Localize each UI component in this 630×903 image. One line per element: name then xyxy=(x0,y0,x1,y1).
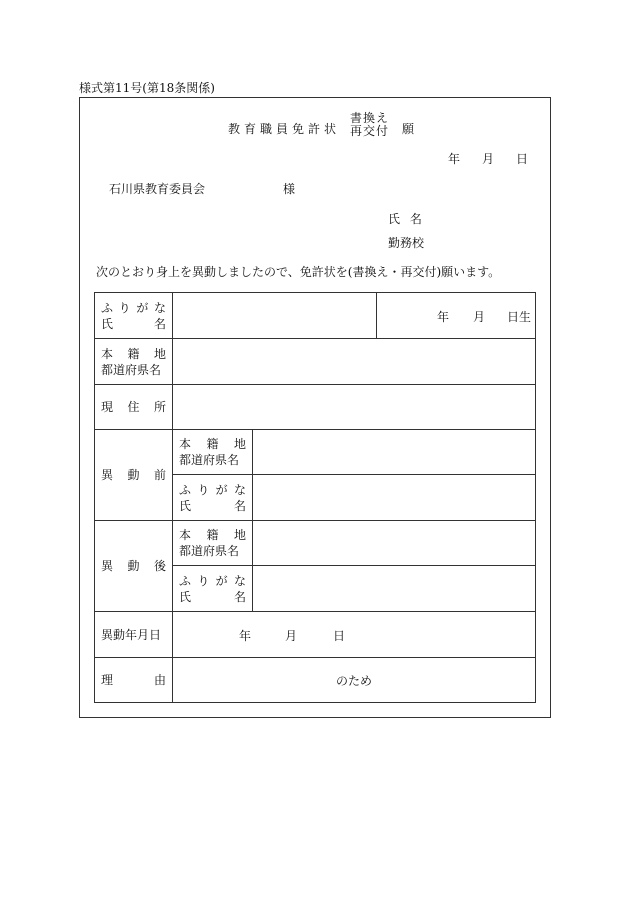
date-day-label: 日 xyxy=(516,152,529,166)
char: 由 xyxy=(153,673,166,687)
title-upper: 書換え xyxy=(350,111,390,125)
char: 氏 xyxy=(179,589,192,604)
label-after-honseki xyxy=(173,521,253,566)
char: な xyxy=(153,300,166,315)
char: 所 xyxy=(153,400,166,414)
prefecture-label: 都道府県名 xyxy=(179,453,240,467)
char: 本 xyxy=(101,346,114,361)
char: な xyxy=(233,482,246,497)
char: 本 xyxy=(179,528,192,542)
reason-suffix: のため xyxy=(335,673,372,688)
move-date-field[interactable] xyxy=(173,612,536,658)
char: 動 xyxy=(127,559,140,573)
honseki-field[interactable] xyxy=(173,339,536,385)
application-table xyxy=(94,292,536,703)
label-before xyxy=(95,430,173,521)
char: 動 xyxy=(127,468,140,482)
char: が xyxy=(215,573,228,588)
char: 名 xyxy=(233,498,246,513)
applicant-school-label: 勤務校 xyxy=(388,236,425,250)
move-year-label: 年 xyxy=(239,628,252,643)
char: 異 xyxy=(101,468,114,482)
prefecture-label: 都道府県名 xyxy=(101,362,162,377)
char: 籍 xyxy=(127,346,140,361)
honorific: 様 xyxy=(283,182,296,196)
char: 籍 xyxy=(206,437,219,451)
char: が xyxy=(136,300,149,315)
char: り xyxy=(197,482,210,497)
char: 現 xyxy=(101,400,114,414)
char: 住 xyxy=(127,400,140,414)
statement: 次のとおり身上を異動しましたので、免許状を(書換え・再交付)願います。 xyxy=(96,265,501,279)
label-reason xyxy=(95,658,173,703)
char: 後 xyxy=(153,559,166,573)
char: ふ xyxy=(179,573,192,588)
char: り xyxy=(118,300,131,315)
char: 地 xyxy=(153,346,166,361)
char: が xyxy=(215,482,228,497)
move-day-label: 日 xyxy=(333,628,346,643)
name-field[interactable] xyxy=(173,293,377,339)
label-move-date: 異動年月日 xyxy=(95,612,173,658)
title-main: 教育職員免許状 xyxy=(228,122,341,136)
addressee: 石川県教育委員会 xyxy=(109,182,206,196)
label-furigana-name xyxy=(95,293,173,339)
char: 地 xyxy=(233,528,246,542)
move-month-label: 月 xyxy=(285,628,298,643)
label-before-honseki xyxy=(173,430,253,475)
birth-date-field[interactable] xyxy=(377,293,536,339)
char: 本 xyxy=(179,437,192,451)
after-honseki-field[interactable] xyxy=(253,521,536,566)
char: 名 xyxy=(233,589,246,604)
label-after-name xyxy=(173,566,253,612)
char: な xyxy=(233,573,246,588)
address-field[interactable] xyxy=(173,385,536,430)
char: 籍 xyxy=(206,528,219,542)
title-suffix: 願 xyxy=(402,122,415,136)
char: 異 xyxy=(101,559,114,573)
char: 前 xyxy=(153,468,166,482)
date-year-label: 年 xyxy=(448,152,461,166)
form-title xyxy=(0,112,630,146)
birth-year-label: 年 xyxy=(437,309,450,324)
form-number: 様式第11号(第18条関係) xyxy=(79,81,215,95)
applicant-name-label: 氏 名 xyxy=(388,212,422,226)
char: 理 xyxy=(101,673,114,687)
char: ふ xyxy=(101,300,114,315)
char: 名 xyxy=(153,316,166,331)
prefecture-label: 都道府県名 xyxy=(179,544,240,558)
label-address xyxy=(95,385,173,430)
birth-day-label: 日生 xyxy=(507,309,532,324)
reason-field[interactable] xyxy=(173,658,536,703)
label-after xyxy=(95,521,173,612)
label-honseki xyxy=(95,339,173,385)
title-stack xyxy=(350,112,389,138)
char: り xyxy=(197,573,210,588)
birth-month-label: 月 xyxy=(473,309,486,324)
label-before-name xyxy=(173,475,253,521)
char: ふ xyxy=(179,482,192,497)
char: 氏 xyxy=(179,498,192,513)
char: 地 xyxy=(233,437,246,451)
before-honseki-field[interactable] xyxy=(253,430,536,475)
title-lower: 再交付 xyxy=(350,124,390,138)
date-month-label: 月 xyxy=(482,152,495,166)
before-name-field[interactable] xyxy=(253,475,536,521)
after-name-field[interactable] xyxy=(253,566,536,612)
char: 氏 xyxy=(101,316,114,331)
